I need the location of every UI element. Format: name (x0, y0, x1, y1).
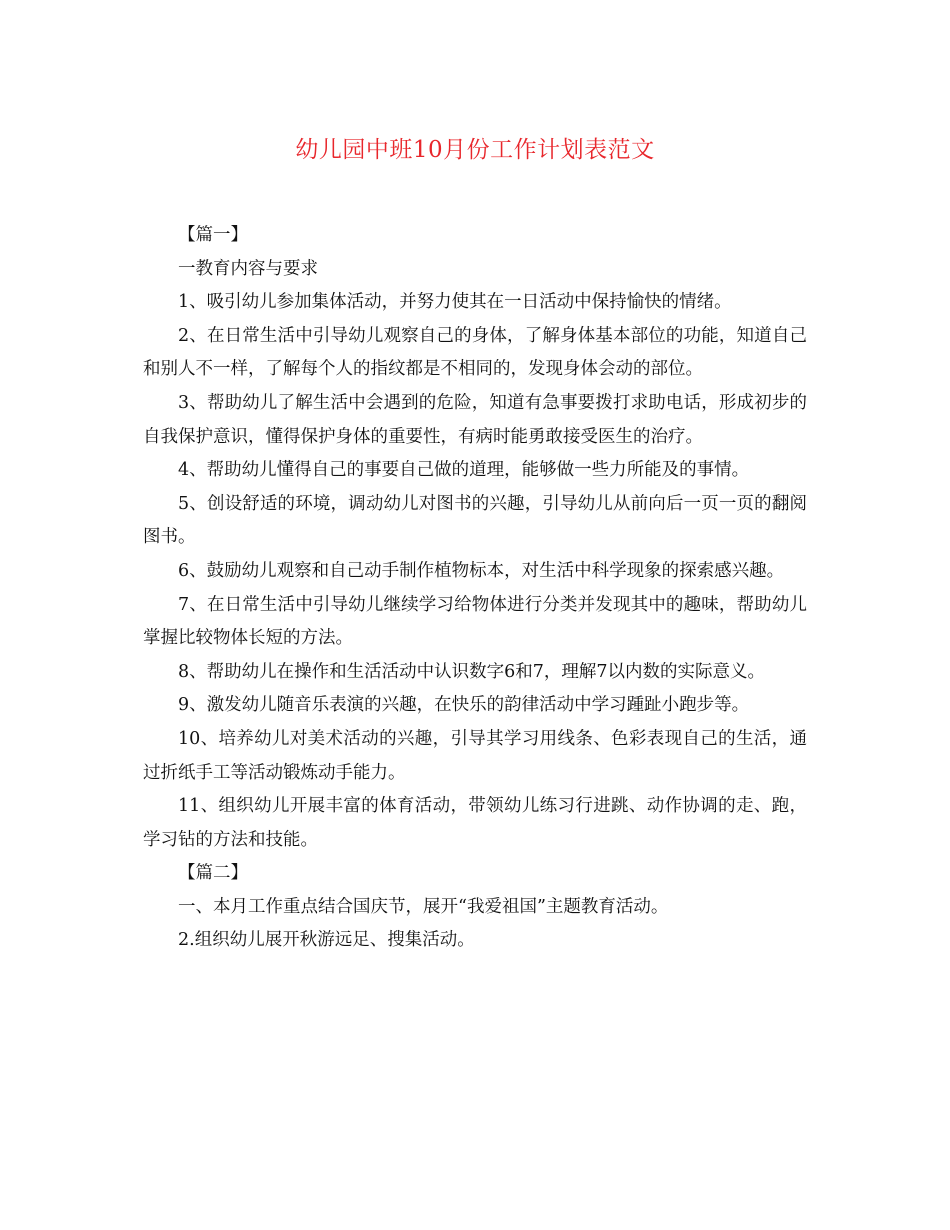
paragraph: 8、帮助幼儿在操作和生活活动中认识数字6和7，理解7以内数的实际意义。 (178, 661, 766, 682)
paragraph: 4、帮助幼儿懂得自己的事要自己做的道理，能够做一些力所能及的事情。 (178, 460, 750, 481)
document-title: 幼儿园中班10月份工作计划表范文 (295, 137, 655, 163)
paragraph: 一、本月工作重点结合国庆节，展开“我爱祖国”主题教育活动。 (178, 896, 669, 917)
paragraph: 6、鼓励幼儿观察和自己动手制作植物标本，对生活中科学现象的探索感兴趣。 (178, 560, 785, 581)
section-heading-2: 【篇二】 (178, 863, 248, 884)
section-heading-1: 【篇一】 (178, 225, 248, 245)
paragraph: 2、在日常生活中引导幼儿观察自己的身体，了解身体基本部位的功能，知道自己和别人不一样，了解每个人的指纹都是不相同的，发现身体会动的部位。 (143, 325, 807, 380)
paragraph: 5、创设舒适的环境，调动幼儿对图书的兴趣，引导幼儿从前向后一页一页的翻阅图书。 (143, 493, 807, 548)
paragraph: 3、帮助幼儿了解生活中会遇到的危险，知道有急事要拨打求助电话，形成初步的自我保护意识，懂得保护身体的重要性，有病时能勇敢接受医生的治疗。 (143, 392, 807, 447)
paragraph: 一教育内容与要求 (178, 258, 318, 279)
paragraph: 9、激发幼儿随音乐表演的兴趣，在快乐的韵律活动中学习踵趾小跑步等。 (178, 695, 750, 716)
paragraph: 7、在日常生活中引导幼儿继续学习给物体进行分类并发现其中的趣味，帮助幼儿掌握比较物体长短的方法。 (143, 594, 807, 649)
document-body (143, 219, 807, 958)
paragraph: 11、组织幼儿开展丰富的体育活动，带领幼儿练习行进跳、动作协调的走、跑，学习钻的方法和技能。 (143, 796, 807, 850)
paragraph: 2.组织幼儿展开秋游远足、搜集活动。 (178, 930, 475, 951)
paragraph: 10、培养幼儿对美术活动的兴趣，引导其学习用线条、色彩表现自己的生活，通过折纸手工等活动锻炼动手能力。 (143, 728, 807, 783)
paragraph: 1、吸引幼儿参加集体活动，并努力使其在一日活动中保持愉快的情绪。 (178, 292, 732, 313)
